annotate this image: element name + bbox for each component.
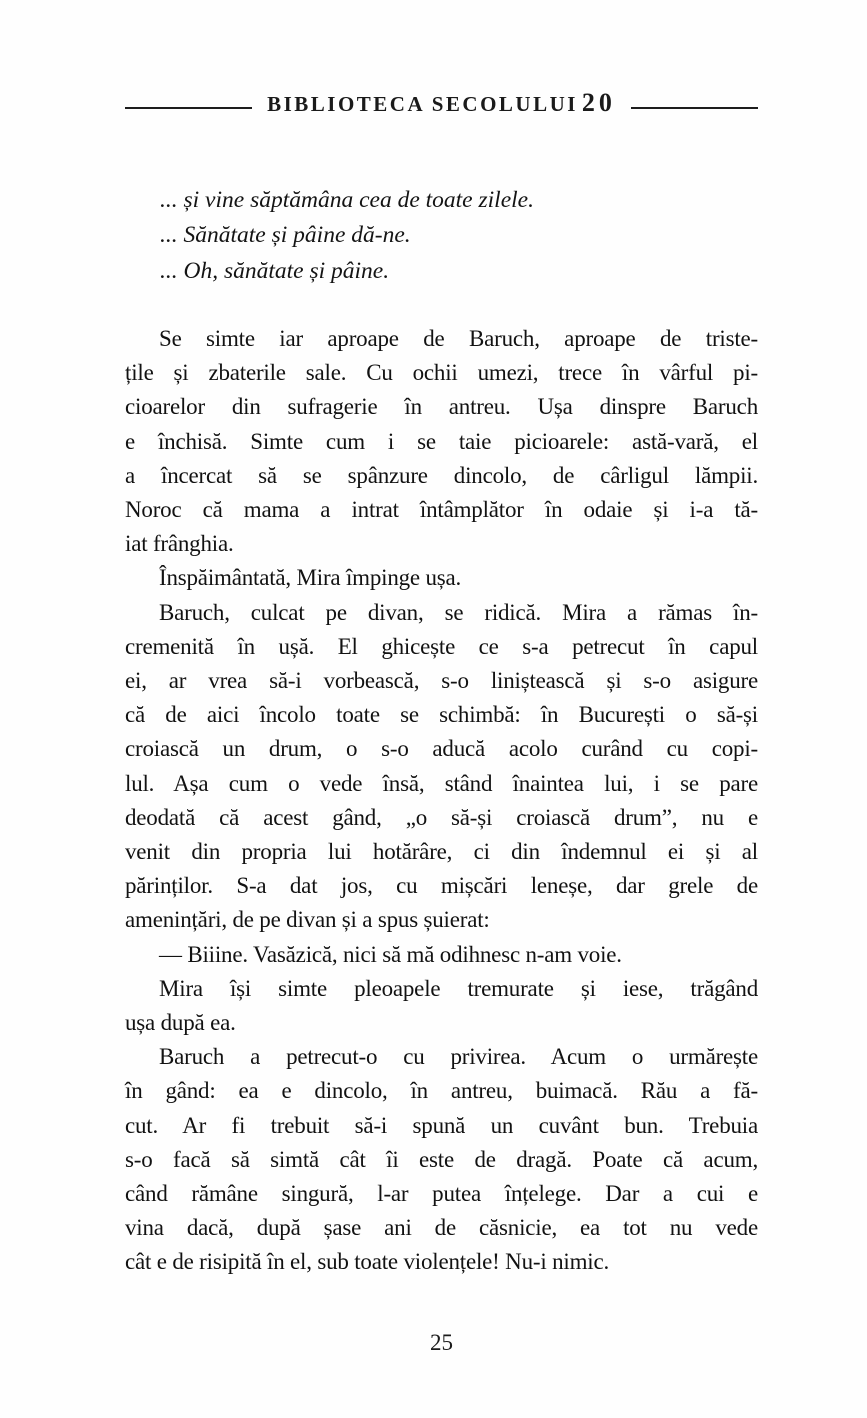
paragraph [125, 596, 758, 938]
text-line: amenințări, de pe divan și a spus șuierat: [125, 907, 490, 933]
text-line: Noroc că mama a intrat întâmplător în odaie și i-a tă- [125, 497, 758, 523]
text-line: în gând: ea e dincolo, în antreu, buimacă. Rău a fă- [125, 1078, 758, 1104]
text-line: vina dacă, după șase ani de căsnicie, ea tot nu vede [125, 1215, 758, 1241]
text-line: ei, ar vrea să-i vorbească, s-o liniștească și s-o asigure [125, 668, 758, 694]
text-line: a încercat să se spânzure dincolo, de cârligul lămpii. [125, 462, 758, 488]
page-number: 25 [430, 1330, 453, 1355]
epigraph-line: ... Sănătate și pâine dă-ne. [160, 222, 411, 249]
text-line: Se simte iar aproape de Baruch, aproape de triste- [159, 326, 758, 351]
epigraph [160, 183, 534, 289]
series-title-text: BIBLIOTECA SECOLULUI [267, 92, 578, 116]
text-line: iat frânghia. [125, 531, 234, 557]
text-line: venit din propria lui hotărâre, ci din îndemnul ei și al [125, 839, 758, 865]
text-line: lul. Așa cum o vede însă, stând înaintea lui, i se pare [125, 770, 758, 796]
text-line: deodată că acest gând, „o să-și croiască drum”, nu e [125, 804, 758, 830]
text-line: s-o facă să simtă cât îi este de dragă. Poate că acum, [125, 1146, 758, 1172]
text-line: Mira își simte pleoapele tremurate și iese, trăgând [159, 975, 758, 1001]
header-rule-left [125, 107, 252, 109]
text-line: e închisă. Simte cum i se taie picioarele: astă-vară, el [125, 428, 758, 454]
text-line: cioarelor din sufragerie în antreu. Ușa dinspre Baruch [125, 394, 758, 420]
series-number: 20 [581, 88, 616, 117]
paragraph [125, 972, 758, 1040]
text-line: Înspăimântată, Mira împinge ușa. [159, 565, 462, 591]
text-line: Baruch, culcat pe divan, se ridică. Mira a rămas în- [159, 599, 758, 625]
running-head [125, 88, 758, 118]
header-rule-right [631, 107, 758, 109]
paragraph [125, 322, 758, 561]
text-line: părinților. S-a dat jos, cu mișcări leneșe, dar grele de [125, 873, 758, 899]
text-line: ușa după ea. [125, 1010, 236, 1036]
epigraph-line: ... Oh, sănătate și pâine. [160, 257, 390, 284]
series-title [267, 88, 616, 118]
text-line: — Biiine. Vasăzică, nici să mă odihnesc n-am voie. [159, 941, 622, 967]
text-line: Baruch a petrecut-o cu privirea. Acum o urmărește [159, 1044, 758, 1070]
epigraph-line: ... și vine săptămâna cea de toate zilele. [160, 187, 534, 213]
text-line: când rămâne singură, l-ar putea înțelege. Dar a cui e [125, 1181, 758, 1207]
paragraph [125, 1040, 758, 1279]
text-line: croiască un drum, o s-o aducă acolo curând cu copi- [125, 736, 758, 762]
text-line: țile și zbaterile sale. Cu ochii umezi, trece în vârful pi- [125, 360, 758, 386]
body-text [125, 322, 758, 1280]
paragraph [125, 561, 758, 595]
text-line: că de aici încolo toate se schimbă: în București o să-și [125, 702, 758, 728]
text-line: cremenită în ușă. El ghicește ce s-a petrecut în capul [125, 633, 758, 659]
text-line: cât e de risipită în el, sub toate violențele! Nu-i nimic. [125, 1249, 610, 1275]
page-footer [125, 1330, 758, 1356]
text-line: cut. Ar fi trebuit să-i spună un cuvânt bun. Trebuia [125, 1112, 758, 1138]
paragraph [125, 938, 758, 972]
